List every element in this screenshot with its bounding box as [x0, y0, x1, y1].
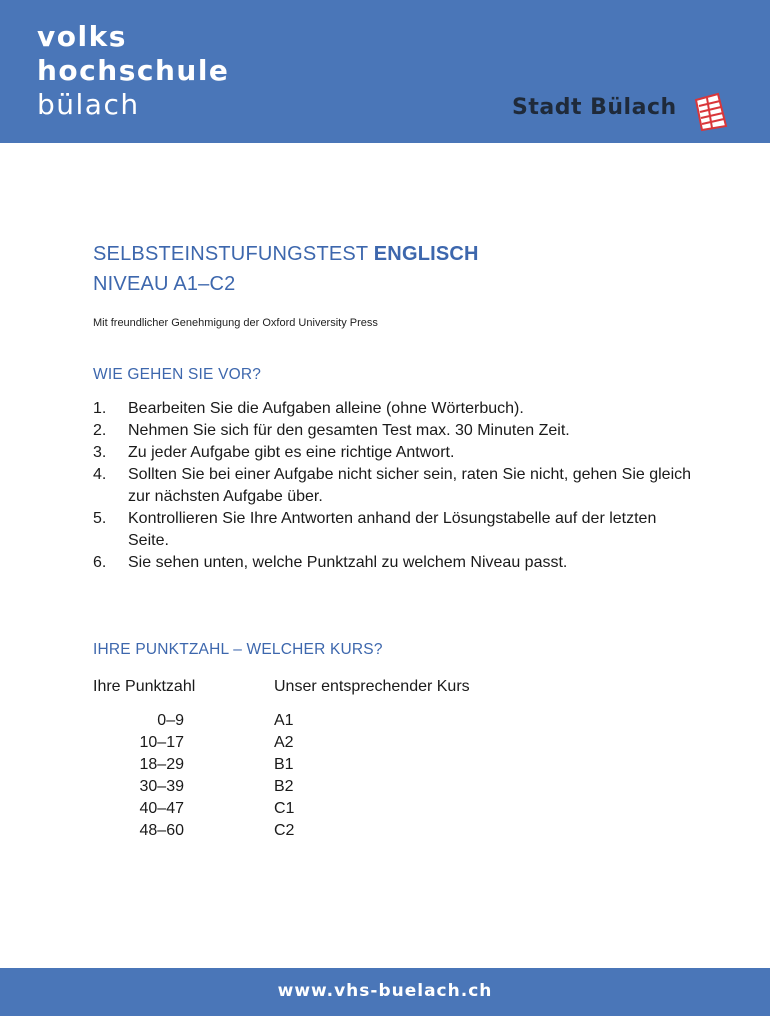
table-row [93, 820, 294, 842]
website-link[interactable]: www.vhs-buelach.ch [277, 981, 493, 1001]
course-level: B2 [274, 778, 294, 795]
column-header-course: Unser entsprechender Kurs [274, 678, 470, 695]
instruction-item: 3. Zu jeder Aufgabe gibt es eine richtige Antwort. [93, 444, 455, 461]
document-title [93, 239, 479, 299]
table-row [93, 710, 294, 732]
permission-note: Mit freundlicher Genehmigung der Oxford University Press [93, 317, 378, 329]
score-range: 0–9 [157, 712, 184, 729]
section-heading-instructions: WIE GEHEN SIE VOR? [93, 366, 262, 383]
table-row [93, 754, 294, 776]
course-level: C2 [274, 822, 295, 839]
score-range: 10–17 [139, 734, 184, 751]
instruction-item: 4. Sollten Sie bei einer Aufgabe nicht sicher sein, raten Sie nicht, gehen Sie gleich zur nächsten Aufgabe über. [93, 466, 692, 505]
course-level: B1 [274, 756, 294, 773]
course-level: C1 [274, 800, 295, 817]
title-level: NIVEAU A1–C2 [93, 273, 236, 295]
vhs-logo [37, 20, 229, 122]
score-range: 18–29 [139, 756, 184, 773]
course-level: A1 [274, 712, 294, 729]
section-heading-score: IHRE PUNKTZAHL – WELCHER KURS? [93, 641, 383, 658]
table-row [93, 776, 294, 798]
footer-banner [0, 968, 770, 1016]
table-row [93, 732, 294, 754]
title-subject: ENGLISCH [373, 243, 479, 265]
instruction-item: 5. Kontrollieren Sie Ihre Antworten anhand der Lösungstabelle auf der letzten Seite. [93, 510, 657, 549]
score-range: 40–47 [139, 800, 184, 817]
column-header-points: Ihre Punktzahl [93, 678, 196, 695]
header-banner [0, 0, 770, 143]
score-range: 48–60 [139, 822, 184, 839]
city-name: Stadt Bülach [512, 95, 677, 120]
instruction-list [93, 398, 693, 574]
course-level: A2 [274, 734, 294, 751]
logo-line-2: hochschule [37, 54, 230, 87]
city-crest-icon [692, 92, 728, 132]
table-row [93, 798, 294, 820]
instruction-item: 6. Sie sehen unten, welche Punktzahl zu welchem Niveau passt. [93, 554, 568, 571]
score-range: 30–39 [139, 778, 184, 795]
instruction-item: 2. Nehmen Sie sich für den gesamten Test max. 30 Minuten Zeit. [93, 422, 570, 439]
title-prefix: SELBSTEINSTUFUNGSTEST [93, 243, 368, 265]
logo-line-3: bülach [37, 88, 140, 121]
logo-line-1: volks [37, 20, 127, 53]
instruction-item: 1. Bearbeiten Sie die Aufgaben alleine (ohne Wörterbuch). [93, 400, 524, 417]
score-table [93, 710, 294, 842]
